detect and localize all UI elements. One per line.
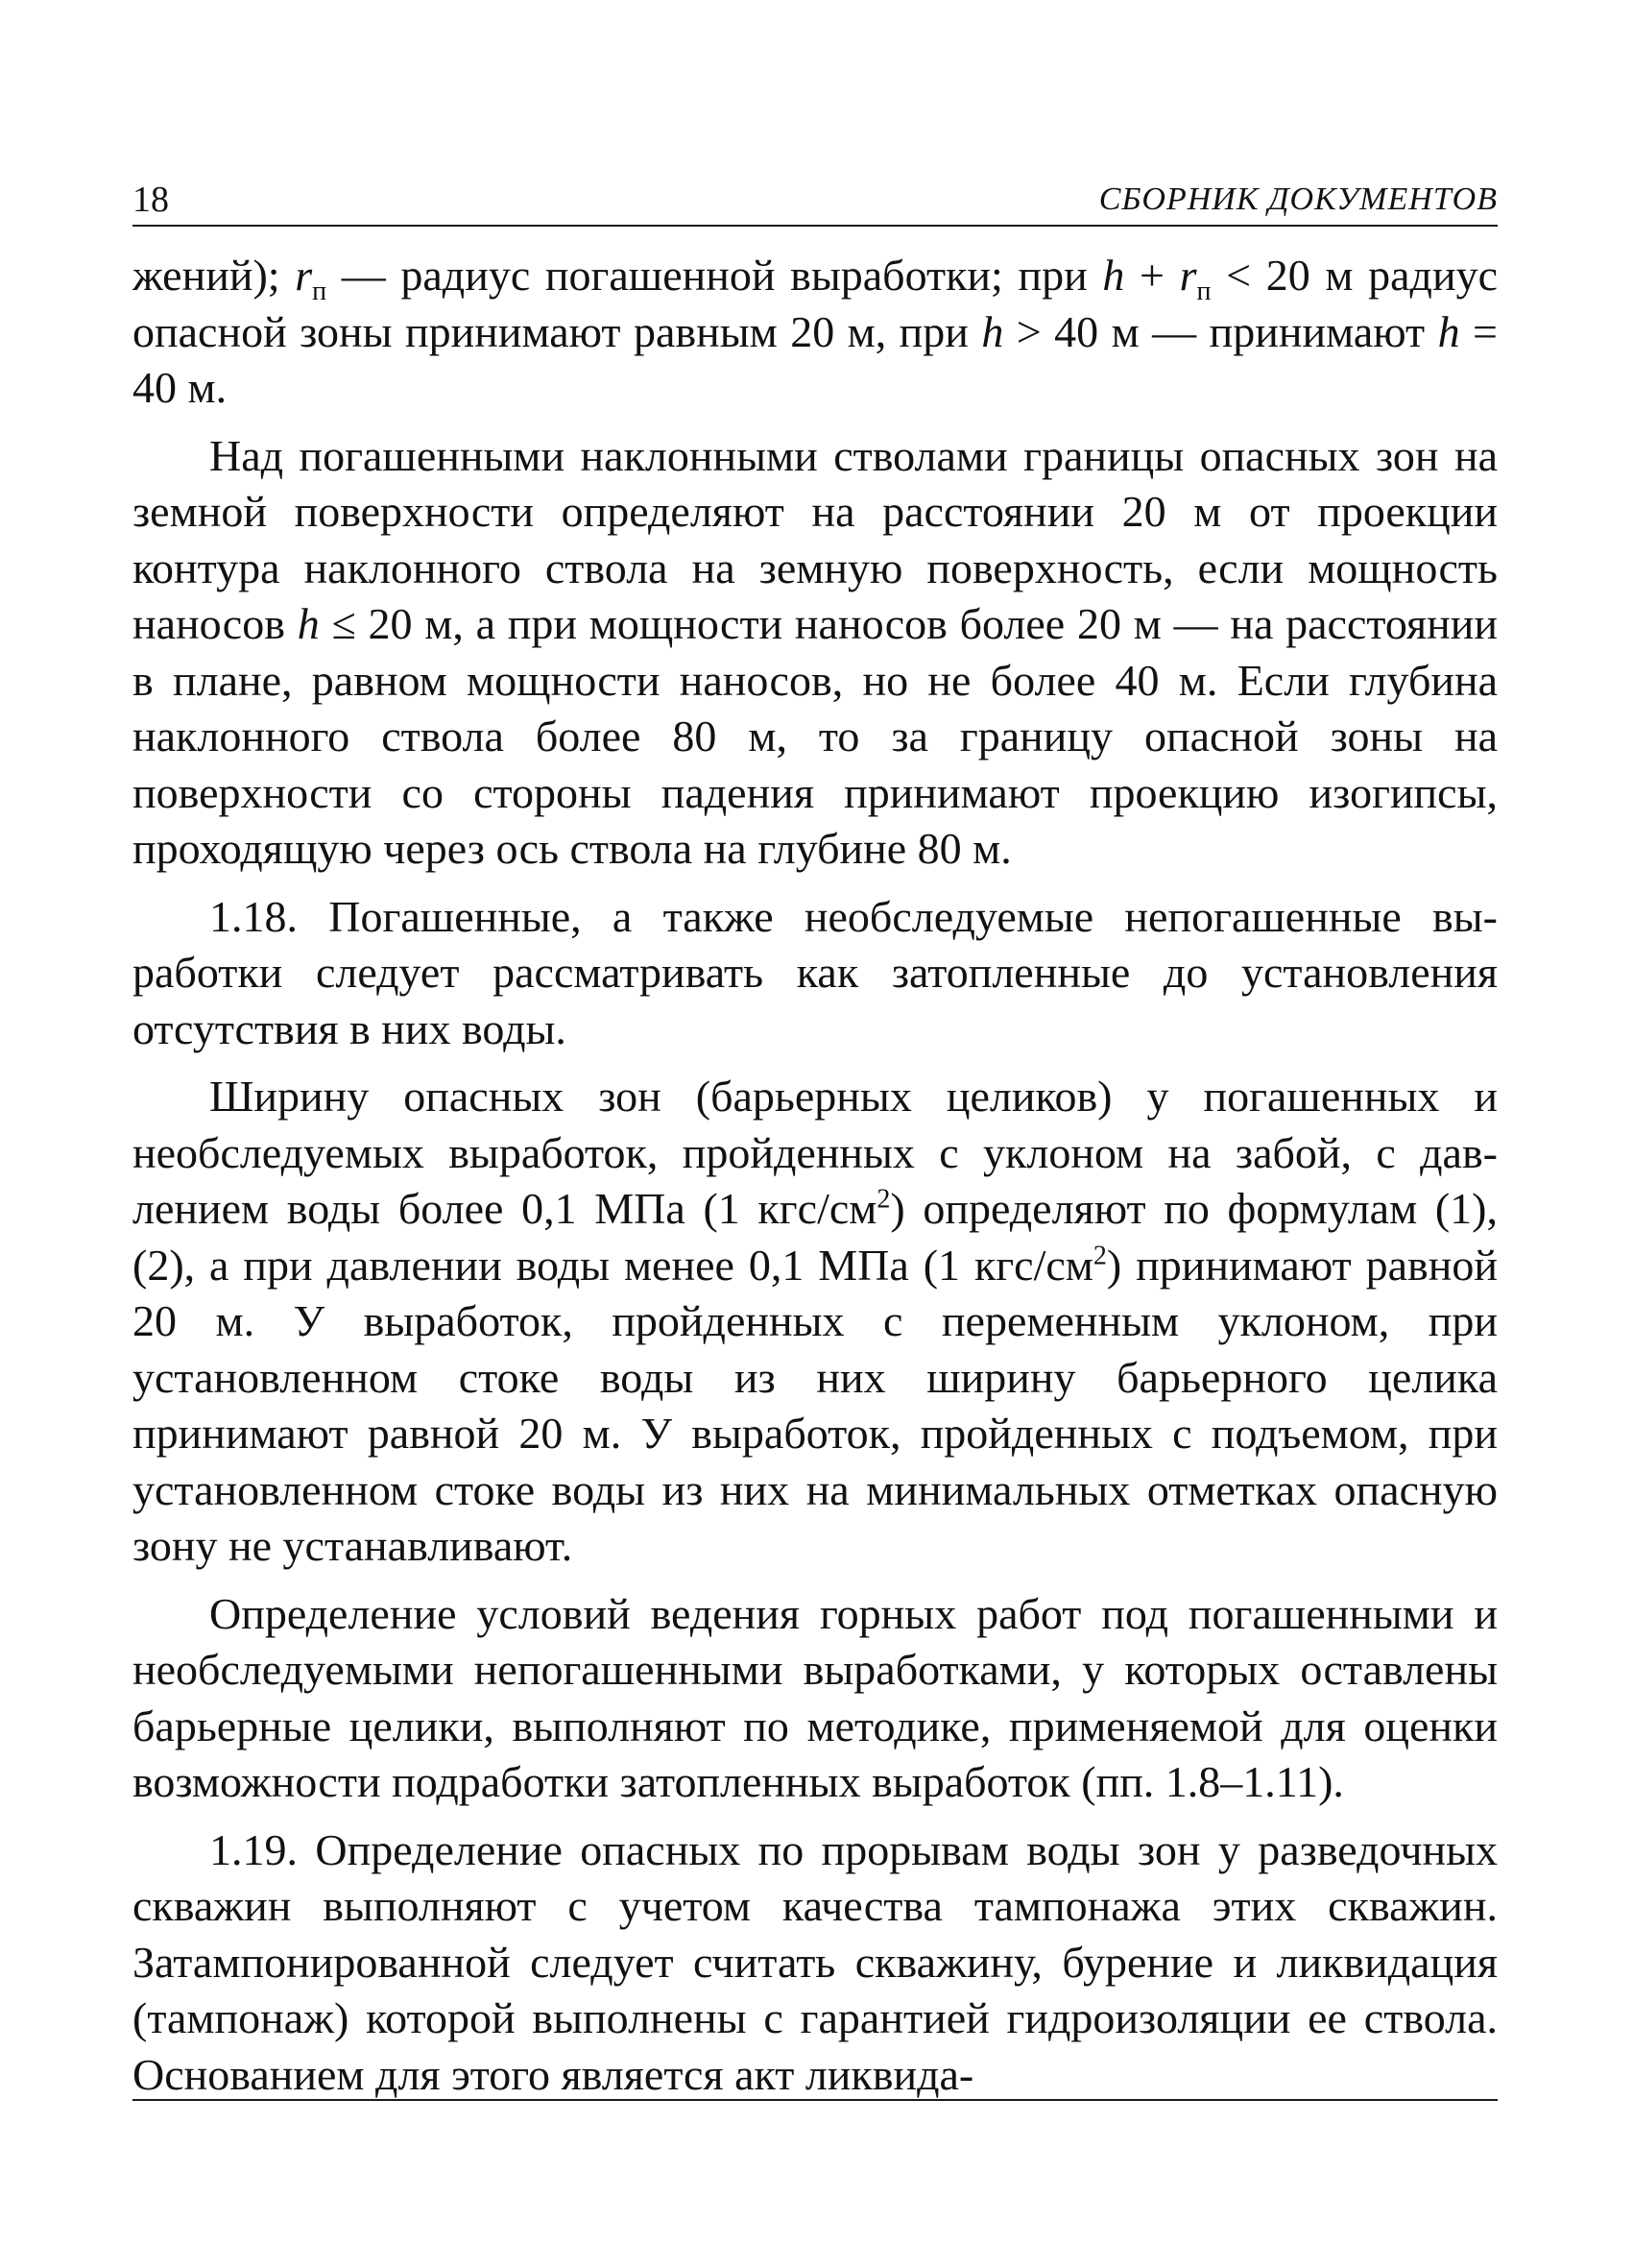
paragraph xyxy=(132,428,1498,878)
paragraph-text: — радиус погашенной выработки; при xyxy=(326,251,1103,300)
page-header xyxy=(132,171,1498,227)
math-variable: h xyxy=(297,599,320,648)
paragraph-text: ) принимают равной 20 м. У выработок, пройденных с переменным уклоном, при установленном стоке воды из них ширину барьерного целика принимают равной 20 м. У выработок, пройденных с подъемом, при установленном стоке воды из них на минимальных отметках опасную зону не устанавливают. xyxy=(132,1240,1498,1570)
page-number: 18 xyxy=(132,180,169,220)
paragraph xyxy=(132,889,1498,1058)
paragraph xyxy=(132,1069,1498,1575)
paragraph-text: 1.18. Погашенные, а также необследуемые непогашенные выработки следует рассматривать как затопленные до установления отсутствия в них воды. xyxy=(132,891,1498,1053)
subscript-text: п xyxy=(1196,277,1212,307)
math-variable: h xyxy=(1437,306,1460,356)
paragraph xyxy=(132,248,1498,417)
superscript-text: 2 xyxy=(877,1184,891,1215)
footnote-divider xyxy=(132,2099,1498,2101)
math-variable: r xyxy=(1179,251,1197,300)
math-variable: h xyxy=(981,306,1004,356)
paragraph-text: < 20 м радиус опасной зоны принимают равным 20 м, при xyxy=(132,251,1498,356)
superscript-text: 2 xyxy=(1093,1241,1107,1271)
math-variable: h xyxy=(1102,251,1125,300)
paragraph-text: Определение условий ведения горных работ под погашенными и необследуемыми непогашенными выработками, у которых оставлены барьерные целики, выполняют по методике, применяемой для оценки возможности подработки затопленных выработок (пп. 1.8–1.11). xyxy=(132,1588,1498,1806)
subscript-text: п xyxy=(312,277,327,307)
paragraph-text: Над погашенными наклонными стволами границы опасных зон на земной поверхности определяют на расстоянии 20 м от проекции контура наклонного ствола на земную поверхность, если мощность наносов xyxy=(132,430,1498,648)
body-text xyxy=(132,248,1498,2114)
paragraph-text: + xyxy=(1124,251,1180,300)
running-title: СБОРНИК ДОКУМЕНТОВ xyxy=(1098,181,1498,217)
paragraph-text: ) определяют по формулам (1), (2), а при давлении воды менее 0,1 МПа (1 кгс/см xyxy=(132,1184,1498,1290)
paragraph-text: 1.19. Определение опасных по прорывам воды зон у разведочных скважин выполняют с учетом качества тампонажа этих скважин. Затампонированной следует считать скважину, бурение и ликвидация (тампонаж) которой выполнены с гарантией гидроизоляции ее ствола. Основанием для этого является акт ликвида- xyxy=(132,1824,1498,2099)
math-variable: r xyxy=(295,251,313,300)
paragraph xyxy=(132,1586,1498,1811)
paragraph-text: > 40 м — принимают xyxy=(1003,306,1438,356)
paragraph xyxy=(132,1822,1498,2104)
paragraph-text: жений); xyxy=(132,251,296,300)
paragraph-text: ≤ 20 м, а при мощности наносов более 20 м — на расстоянии в плане, равном мощности наносов, но не более 40 м. Если глубина наклонного ствола более 80 м, то за границу опасной зоны на поверхности со стороны падения принимают проекцию изогипсы, проходящую через ось ствола на глубине 80 м. xyxy=(132,599,1499,873)
paragraph-text: = 40 м. xyxy=(132,306,1498,412)
paragraph-text: Ширину опасных зон (барьерных целиков) у погашенных и необследуемых выработок, пройденных с уклоном на забой, с давлением воды более 0,1 МПа (1 кгс/см xyxy=(132,1072,1498,1233)
